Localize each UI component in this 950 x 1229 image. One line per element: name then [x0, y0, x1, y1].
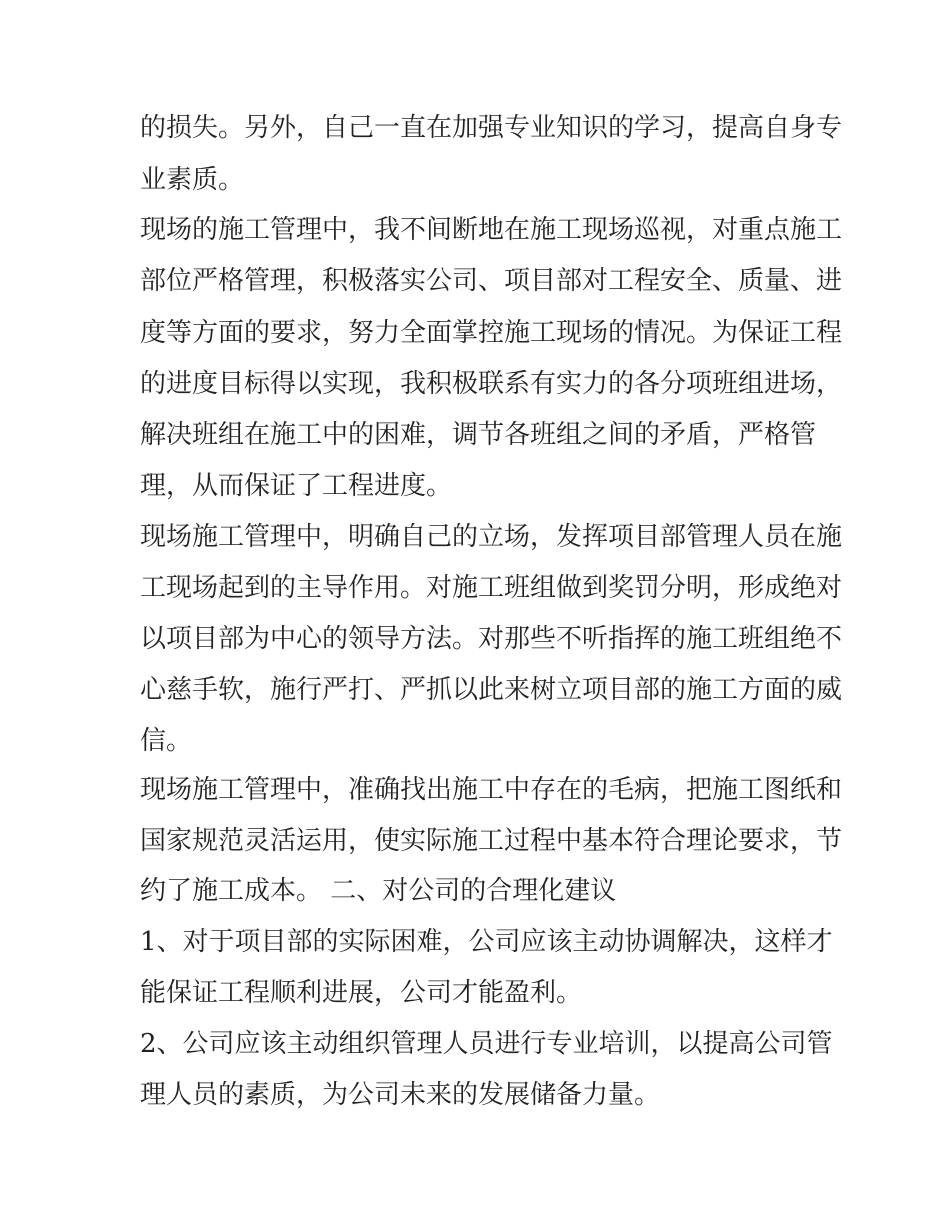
text-line: 解决班组在施工中的困难，调节各班组之间的矛盾，严格管 — [140, 420, 817, 450]
text-line: 现场施工管理中，明确自己的立场，发挥项目部管理人员在施 — [140, 522, 843, 552]
text-line: 2、公司应该主动组织管理人员进行专业培训，以提高公司管 — [140, 1029, 833, 1059]
text-line: 业素质。 — [140, 165, 245, 195]
text-line: 约了施工成本。 二、对公司的合理化建议 — [140, 876, 617, 906]
text-line: 现场的施工管理中，我不间断地在施工现场巡视，对重点施工 — [140, 215, 843, 245]
text-line: 工现场起到的主导作用。对施工班组做到奖罚分明，形成绝对 — [140, 573, 843, 603]
text-line: 以项目部为中心的领导方法。对那些不听指挥的施工班组绝不 — [140, 624, 843, 654]
text-line: 现场施工管理中，准确找出施工中存在的毛病，把施工图纸和 — [140, 775, 843, 805]
text-line: 能保证工程顺利进展，公司才能盈利。 — [140, 978, 583, 1008]
text-line: 国家规范灵活运用，使实际施工过程中基本符合理论要求，节 — [140, 826, 843, 856]
text-line: 的进度目标得以实现，我积极联系有实力的各分项班组进场， — [140, 369, 843, 399]
text-line: 度等方面的要求，努力全面掌控施工现场的情况。为保证工程 — [140, 318, 843, 348]
text-line: 1、对于项目部的实际困难，公司应该主动协调解决，这样才 — [140, 927, 833, 957]
text-line: 的损失。另外，自己一直在加强专业知识的学习，提高自身专 — [140, 113, 843, 143]
text-line: 理人员的素质，为公司未来的发展储备力量。 — [140, 1080, 661, 1110]
text-line: 信。 — [140, 726, 193, 756]
text-line: 心慈手软，施行严打、严抓以此来树立项目部的施工方面的威 — [140, 675, 843, 705]
text-line: 部位严格管理，积极落实公司、项目部对工程安全、质量、进 — [140, 266, 843, 296]
text-line: 理，从而保证了工程进度。 — [140, 471, 453, 501]
